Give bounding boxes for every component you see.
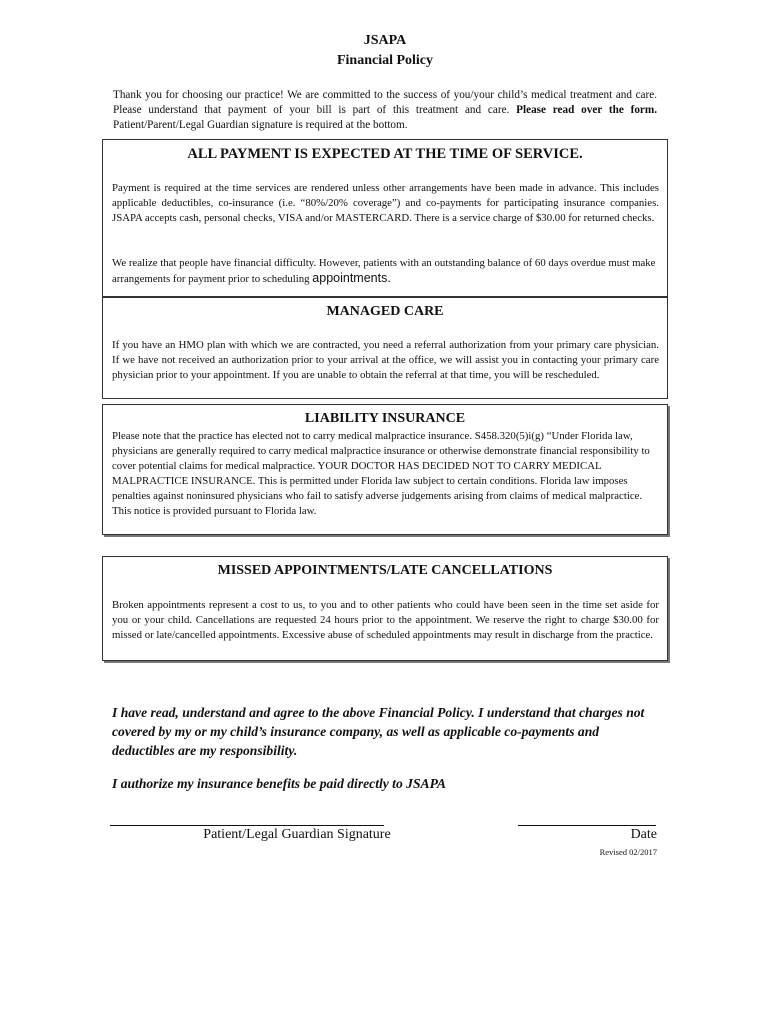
managed-care-paragraph: If you have an HMO plan with which we are contracted, you need a referral authorization from your primary care physician. If we have not received an authorization prior to your arrival at the office, we will assist you in contacting your primary care physician prior to your appointment. If you are unable to obtain the referral at that time, you will be rescheduled.	[112, 339, 659, 381]
payment-paragraph-2-tail: appointments.	[312, 271, 391, 285]
payment-paragraph-2	[112, 256, 659, 287]
intro-text: Thank you for choosing our practice! We are committed to the success of you/your child’s medical treatment and care. Please understand that payment of your bill is part of this treatment and care.	[113, 89, 657, 116]
missed-appointments-paragraph: Broken appointments represent a cost to us, to you and to other patients who could have been seen in the time set aside for you or your child. Cancellations are requested 24 hours prior to the appointment. We reserve the right to charge $30.00 for missed or late/cancelled appointments. Excessive abuse of scheduled appointments may result in discharge from the practice.	[112, 599, 659, 641]
missed-appointments-section	[102, 556, 668, 661]
payment-heading: ALL PAYMENT IS EXPECTED AT THE TIME OF SERVICE.	[187, 146, 583, 162]
document-subtitle: Financial Policy	[336, 53, 434, 68]
authorization-statement: I authorize my insurance benefits be paid directly to JSAPA	[112, 776, 446, 791]
intro-tail-text: Patient/Parent/Legal Guardian signature is required at the bottom.	[113, 119, 408, 131]
liability-section	[102, 404, 668, 535]
signature-label: Patient/Legal Guardian Signature	[203, 827, 391, 842]
managed-care-heading: MANAGED CARE	[326, 304, 444, 319]
intro-bold-text: Please read over the form.	[516, 104, 657, 116]
revised-date: Revised 02/2017	[599, 847, 657, 857]
payment-paragraph-2-text: We realize that people have financial difficulty. However, patients with an outstanding balance of 60 days overdue must make arrangements for payment prior to scheduling	[112, 257, 656, 285]
agreement-statement: I have read, understand and agree to the above Financial Policy. I understand that charges not covered by my or my child’s insurance company, as well as applicable co-payments and deductibles are my responsibility.	[112, 705, 645, 758]
intro-paragraph	[113, 88, 657, 133]
date-line[interactable]	[518, 825, 656, 826]
liability-heading: LIABILITY INSURANCE	[304, 411, 466, 426]
document-title: JSAPA	[363, 33, 407, 48]
managed-care-section	[102, 297, 668, 399]
payment-section	[102, 139, 668, 297]
payment-paragraph-1: Payment is required at the time services are rendered unless other arrangements have been made in advance. This includes applicable deductibles, co-insurance (i.e. “80%/20% coverage”) and co-payments for participating insurance companies. JSAPA accepts cash, personal checks, VISA and/or MASTERCARD. There is a service charge of $30.00 for returned checks.	[112, 182, 659, 224]
signature-line[interactable]	[110, 825, 384, 826]
liability-paragraph: Please note that the practice has elected not to carry medical malpractice insurance. S458.320(5)i(g) “Under Florida law, physicians are generally required to carry medical malpractice insurance or otherwise demonstrate financial responsibility to cover potential claims for medical malpractice. YOUR DOCTOR HAS DECIDED NOT TO CARRY MEDICAL MALPRACTICE INSURANCE. This is permitted under Florida law subject to certain conditions. Florida law imposes penalties against noninsured physicians who fail to satisfy adverse judgements arising from claims of medical malpractice. This notice is provided pursuant to Florida law.	[112, 430, 650, 517]
date-label: Date	[630, 827, 657, 842]
missed-appointments-heading: MISSED APPOINTMENTS/LATE CANCELLATIONS	[217, 563, 553, 578]
